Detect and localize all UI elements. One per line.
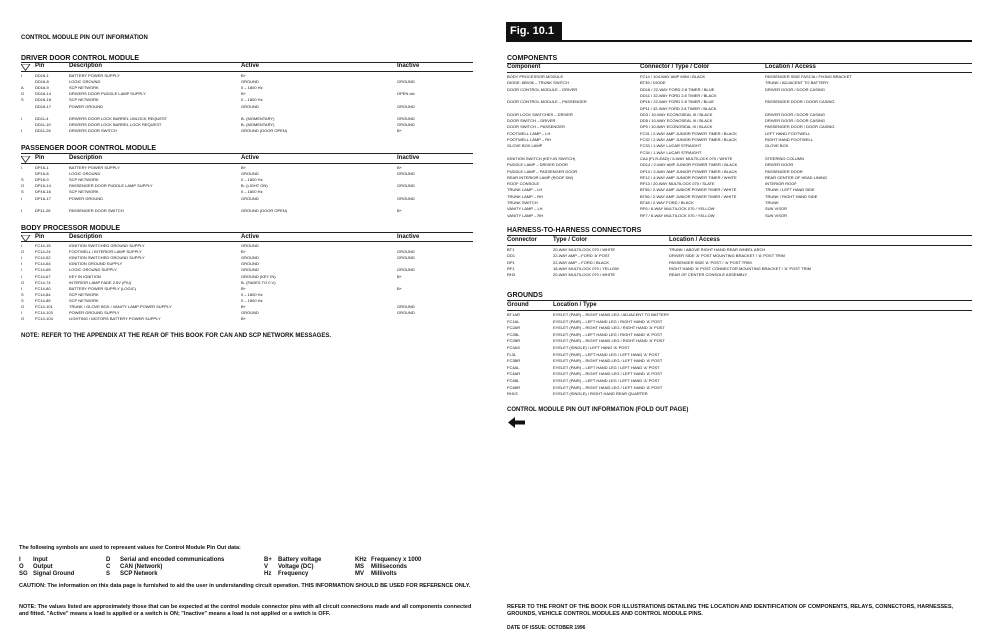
ground-id: FC2BR: [507, 338, 521, 344]
harness-location: RIGHT HAND 'A' POST CONNECTOR MOUNTING BRACKET / 'A' POST TRIM: [669, 265, 811, 271]
component-connector: DD16 / 22-WAY FORD 2.8 TIMER / BLUE: [640, 86, 715, 92]
component-connector: DD11 / 32-WAY FORD 2.8 TIMER / BLACK: [640, 92, 717, 98]
pin-description: SCP NETWORK: [69, 297, 99, 303]
component-location: PASSENGER DOOR / DOOR CASING: [765, 99, 835, 105]
pin-active: B- (MOMENTARY): [241, 121, 275, 127]
pin-description: DRIVERS DOOR LOCK BARREL UNLOCK REQUEST: [69, 115, 168, 121]
pin-inactive: GROUND: [397, 249, 415, 255]
pin-description: POWER GROUND: [69, 195, 103, 201]
symbol-value: Milliseconds: [371, 564, 408, 570]
components-header: Component Connector / Type / Color Location / Access: [507, 64, 816, 70]
pin-active: GROUND: [241, 195, 259, 201]
pin-id: FC14-104: [35, 316, 53, 322]
pin-description: IGNITION SWITCHED GROUND SUPPLY: [69, 255, 145, 261]
symbol-value: Frequency: [278, 571, 309, 577]
harness-location: TRUNK / ABOVE RIGHT HAND REAR WHEEL ARCH: [669, 247, 766, 252]
note-values-text: NOTE: The values listed are approximately those that can be expected at the control module connector pins with all circuit connections made and all components connected and fitted. "Active" means a load is applied or a switch is ON; "Inactive" means a load is not applied or a switch is OFF.: [19, 604, 472, 617]
pin-active: B+: [241, 73, 247, 78]
pin-type: I: [21, 73, 23, 78]
pin-inactive: GROUND: [397, 183, 415, 189]
caution-text: CAUTION: The information on this data page is furnished to aid the user in understanding circuit operation. THIS INFORMATION SHOULD BE USED FOR REFERENCE ONLY.: [19, 583, 471, 589]
symbol-key: O: [19, 564, 24, 570]
component-connector: DP16 / 22-WAY FORD 2.8 TIMER / BLUE: [640, 99, 715, 105]
component-location: PASSENGER SIDE FASCIA / FIXING BRACKET: [765, 74, 852, 79]
component-name: TRUNK LAMP – LH: [507, 187, 543, 193]
component-connector: RF12 / 4-WAY AMP JUNIOR POWER TIMER / WHITE: [640, 174, 737, 180]
figure-label: Fig. 10.1: [506, 22, 562, 41]
pin-description: BATTERY POWER SUPPLY (LOGIC): [69, 285, 136, 291]
symbol-value: Signal Ground: [33, 571, 75, 577]
pin-active: GROUND: [241, 310, 259, 316]
ground-location: EYELET (PAIR) – LEFT HAND LEG / RIGHT HAND 'A' POST: [553, 331, 663, 337]
pin-description: POWER GROUND SUPPLY: [69, 310, 120, 316]
pin-type: O: [21, 183, 25, 189]
pin-id: DD11-26: [35, 127, 51, 133]
pin-id: FC14-80: [35, 285, 51, 291]
pin-description: BATTERY POWER SUPPLY: [69, 73, 120, 78]
component-location: SUN VISOR: [765, 212, 788, 218]
ground-location: EYELET (PAIR) – RIGHT HAND LEG / RIGHT HAND 'A' POST: [553, 325, 665, 331]
component-name: TRUNK SWITCH: [507, 200, 538, 205]
pin-type: S: [21, 97, 24, 103]
ground-id: FC1AL: [507, 318, 520, 324]
pin-type: S: [21, 177, 24, 183]
ground-id: FC3AS: [507, 345, 520, 350]
component-location: PASSENGER DOOR: [765, 168, 803, 174]
pin-active: B+: [241, 249, 247, 255]
pin-active: B+: [241, 285, 247, 291]
date-of-issue: DATE OF ISSUE: OCTOBER 1996: [507, 625, 586, 631]
pin-description: LOGIC GROUND: [69, 79, 101, 85]
pin-description: KEY IN IGNITION: [69, 273, 101, 279]
pin-inactive: GROUND: [397, 115, 415, 121]
body-processor-title: BODY PROCESSOR MODULE: [21, 225, 121, 232]
symbol-key: Hz: [264, 571, 272, 577]
pin-id: DP16-9: [35, 177, 49, 183]
component-location: TRUNK / ADJACENT TO BATTERY: [765, 80, 829, 86]
pin-active: B- (LIGHT ON): [241, 183, 268, 189]
component-connector: DP11 / 32-WAY FORD 2.8 TIMER / BLACK: [640, 105, 717, 111]
passenger-door-header: Pin Description Active Inactive: [21, 155, 473, 164]
pin-description: LOGIC GROUND: [69, 171, 101, 177]
harness-type: 22-WAY AMP – FORD 'A' POST: [553, 253, 610, 259]
symbol-key: MS: [355, 564, 364, 570]
pin-inactive: GROUND: [397, 310, 415, 316]
component-connector: BT48 / 2-WAY FORD / BLACK: [640, 200, 694, 205]
symbol-key: V: [264, 564, 269, 570]
symbol-value: SCP Network: [120, 571, 158, 577]
symbol-value: Battery voltage: [278, 557, 322, 563]
pin-id: FC14-101: [35, 304, 53, 309]
driver-door-header: Pin Description Active Inactive: [21, 63, 473, 72]
ground-id: FC4AL: [507, 364, 520, 370]
component-location: GLOVE BOX: [765, 143, 789, 149]
component-connector: DP14 / 2-WAY AMP JUNIOR POWER TIMER / BLACK: [640, 168, 738, 174]
harness-location: REAR OF CENTER CONSOLE ASSEMBLY: [669, 272, 748, 278]
pin-inactive: GROUND: [397, 171, 415, 177]
pin-id: FC14-15: [35, 243, 51, 248]
pin-id: DD16-17: [35, 103, 52, 109]
ground-id: FL3L: [507, 351, 517, 357]
pin-description: POWER GROUND: [69, 103, 103, 109]
pin-active: 0 – 1800 Hz: [241, 97, 263, 103]
pin-active: B- (MOMENTARY): [241, 115, 275, 121]
component-location: PASSENGER DOOR / DOOR CASING: [765, 124, 835, 130]
component-name: VANITY LAMP – LH: [507, 206, 543, 212]
pin-id: FC14-103: [35, 310, 53, 316]
component-connector: BT55 / 2-WAY AMP JUNIOR POWER TIMER / WHITE: [640, 187, 737, 193]
component-location: STEERING COLUMN: [765, 155, 804, 161]
pin-description: INTERIOR LAMP FADE 2.5V (P/U): [69, 279, 132, 285]
component-connector: FC14 / 104-WAY AMP MINI / BLACK: [640, 74, 706, 79]
pin-id: FC14-65: [35, 267, 51, 273]
fold-out-title: CONTROL MODULE PIN OUT INFORMATION (FOLD OUT PAGE): [507, 407, 689, 413]
pin-id: DP11-26: [35, 207, 51, 213]
pin-id: FC14-52: [35, 255, 51, 261]
pin-type: I: [21, 115, 23, 121]
component-name: FOOTWELL LAMP – LH: [507, 130, 551, 136]
symbol-key: SG: [19, 571, 28, 577]
pin-description: IGNITION SWITCHED GROUND SUPPLY: [69, 243, 145, 248]
component-location: DRIVER DOOR / DOOR CASING: [765, 86, 826, 92]
pin-inactive: GROUND: [397, 304, 415, 309]
component-location: TRUNK / LEFT HAND SIDE: [765, 187, 815, 193]
component-location: RIGHT HAND FOOTWELL: [765, 137, 813, 142]
pin-inactive: GROUND: [397, 195, 415, 201]
ground-location: EYELET (PAIR) – LEFT HAND LEG / LEFT HAND 'A' POST: [553, 364, 660, 370]
pin-active: GROUND (DOOR OPEN): [241, 207, 287, 213]
pin-type: I: [21, 207, 23, 213]
pin-type: A: [21, 85, 24, 91]
pin-description: PASSENGER DOOR PUDDLE LAMP SUPPLY: [69, 183, 153, 189]
ground-id: BT1AR: [507, 312, 520, 317]
pin-description: SCP NETWORK: [69, 177, 99, 183]
component-name: PUDDLE LAMP – PASSENGER DOOR: [507, 168, 578, 174]
pin-id: DD16-1: [35, 73, 49, 78]
harness-connector: DD1: [507, 253, 516, 259]
pin-description: IGNITION GROUND SUPPLY: [69, 261, 123, 267]
harness-header: Connector Type / Color Location / Access: [507, 237, 720, 243]
pin-description: DRIVERS DOOR LOCK BARREL LOCK REQUEST: [69, 121, 162, 127]
component-connector: FC32 / 2-WAY AMP JUNIOR POWER TIMER / BLACK: [640, 137, 737, 142]
component-name: REAR INTERIOR LAMP (ROOF SW): [507, 174, 574, 180]
pin-inactive: GROUND: [397, 121, 415, 127]
symbol-value: Input: [33, 557, 48, 563]
component-name: ROOF CONSOLE: [507, 181, 540, 187]
component-connector: FC34 / 1-WAY LUCAR STRAIGHT: [640, 149, 702, 155]
pin-id: DP16-8: [35, 171, 49, 177]
pin-active: 0 – 1800 Hz: [241, 189, 263, 195]
ground-id: FC4BL: [507, 378, 520, 383]
pin-inactive: B+: [397, 127, 403, 133]
component-location: DRIVER DOOR / DOOR CASING: [765, 118, 826, 124]
component-name: DOOR SWITCH – PASSENGER: [507, 124, 565, 130]
pin-id: DD11-10: [35, 121, 51, 127]
component-connector: DD5 / 10-WAY ECONOSEAL III / BLACK: [640, 118, 713, 124]
symbol-key: KHz: [355, 557, 367, 563]
pin-active: GROUND: [241, 261, 259, 267]
component-connector: RF6 / 6-WAY MULTILOCK 070 / YELLOW: [640, 206, 715, 212]
symbol-value: Voltage (DC): [278, 564, 314, 570]
symbol-key: D: [106, 557, 111, 563]
grounds-header: Ground Location / Type: [507, 302, 597, 308]
component-location: REAR CENTER OF HEAD LINING: [765, 174, 828, 180]
ground-id: FC3BR: [507, 358, 521, 364]
pin-inactive: GROUND: [397, 103, 415, 109]
harness-connector: BT1: [507, 247, 515, 252]
pin-id: DD16-16: [35, 97, 52, 103]
component-location: SUN VISOR: [765, 206, 788, 212]
pin-description: BATTERY POWER SUPPLY: [69, 165, 120, 170]
pin-inactive: GROUND: [397, 255, 415, 261]
pin-id: FC14-85: [35, 297, 51, 303]
symbol-key: B+: [264, 557, 272, 563]
pin-type: O: [21, 91, 25, 97]
component-name: BODY PROCESSOR MODULE: [507, 74, 564, 79]
component-connector: DP5 / 10-WAY ECONOSEAL III / BLACK: [640, 124, 713, 130]
pin-description: SCP NETWORK: [69, 189, 99, 195]
pin-active: GROUND: [241, 103, 259, 109]
pin-id: FC14-64: [35, 261, 51, 267]
ground-location: EYELET (PAIR) – RIGHT HAND LEG / ADJACENT TO BATTERY: [553, 312, 670, 317]
symbol-value: Output: [33, 564, 53, 570]
appendix-note: NOTE: REFER TO THE APPENDIX AT THE REAR OF THIS BOOK FOR CAN AND SCP NETWORK MESSAGES.: [21, 333, 332, 339]
harness-type: 20-WAY MULTILOCK 070 / WHITE: [553, 272, 616, 278]
pin-type: I: [21, 127, 23, 133]
component-name: DOOR CONTROL MODULE – PASSENGER: [507, 99, 587, 105]
component-connector: BT56 / 2-WAY AMP JUNIOR POWER TIMER / WHITE: [640, 193, 737, 199]
left-page-title: CONTROL MODULE PIN OUT INFORMATION: [21, 35, 148, 41]
pin-inactive: OPEN ckt: [397, 91, 415, 97]
pin-description: DRIVERS DOOR PUDDLE LAMP SUPPLY: [69, 91, 146, 97]
component-location: INTERIOR ROOF: [765, 181, 797, 187]
pin-active: B+: [241, 316, 247, 322]
ground-id: FC4BR: [507, 384, 521, 390]
pin-type: I: [21, 165, 23, 170]
symbol-value: CAN (Network): [120, 564, 163, 570]
pin-inactive: B+: [397, 273, 403, 279]
symbol-value: Frequency x 1000: [371, 557, 422, 563]
pin-type: S: [21, 297, 24, 303]
pin-id: DP16-14: [35, 183, 51, 189]
component-location: DRIVER DOOR: [765, 162, 794, 168]
pin-inactive: B+: [397, 285, 403, 291]
pin-description: TRUNK / GLOVE BOX / VANITY LAMP POWER SUPPLY: [69, 304, 172, 309]
pin-active: GROUND: [241, 171, 259, 177]
ground-id: FC2BL: [507, 331, 520, 337]
pin-type: I: [21, 285, 23, 291]
pin-type: I: [21, 310, 23, 316]
symbol-key: C: [106, 564, 111, 570]
triangle-icon: [21, 156, 31, 163]
ground-id: RH1S: [507, 391, 518, 397]
pin-active: GROUND: [241, 267, 259, 273]
component-name: VANITY LAMP – RH: [507, 212, 544, 218]
driver-door-title: DRIVER DOOR CONTROL MODULE: [21, 55, 140, 62]
ground-location: EYELET (PAIR) – LEFT HAND LEG / LEFT HAND 'A' POST: [553, 351, 660, 357]
pin-active: 0 – 1800 Hz: [241, 85, 263, 91]
pin-inactive: B+: [397, 207, 403, 213]
pin-type: O: [21, 279, 25, 285]
component-connector: FC33 / 1-WAY LUCAR STRAIGHT: [640, 143, 702, 149]
pin-type: I: [21, 195, 23, 201]
pin-type: O: [21, 316, 25, 322]
component-name: DIODE: 6BV06 – TRUNK SWITCH: [507, 80, 569, 86]
pin-type: S: [21, 189, 24, 195]
pin-type: S: [21, 291, 24, 297]
harness-connector: RF1: [507, 265, 515, 271]
component-connector: CA4 (FLYLEAD) / 6-WAY MULTILOCK 070 / WHITE: [640, 155, 733, 161]
pin-active: 0 – 1800 Hz: [241, 291, 263, 297]
pin-inactive: B+: [397, 165, 403, 170]
component-connector: DD14 / 2-WAY AMP JUNIOR POWER TIMER / BLACK: [640, 162, 738, 168]
harness-connector: DP1: [507, 259, 515, 265]
component-name: FOOTWELL LAMP – RH: [507, 137, 552, 142]
body-processor-header: Pin Description Active Inactive: [21, 234, 473, 243]
component-location: DRIVER DOOR / DOOR CASING: [765, 111, 826, 117]
ground-location: EYELET (PAIR) – LEFT HAND LEG / RIGHT HAND 'A' POST: [553, 318, 663, 324]
harness-type: 18-WAY MULTILOCK 070 / YELLOW: [553, 265, 619, 271]
pin-type: I: [21, 261, 23, 267]
pin-id: FC14-24: [35, 249, 51, 255]
pin-type: O: [21, 249, 25, 255]
passenger-door-title: PASSENGER DOOR CONTROL MODULE: [21, 145, 157, 152]
pin-id: DP16-1: [35, 165, 49, 170]
pin-active: 0 – 1800 Hz: [241, 297, 263, 303]
harness-location: DRIVER SIDE 'A' POST MOUNTING BRACKET / 'A' POST TRIM: [669, 253, 785, 259]
pin-id: DP16-16: [35, 189, 51, 195]
harness-location: PASSENGER SIDE 'A' POST / 'A' POST TRIM: [669, 259, 752, 265]
harness-type: 22-WAY AMP – FORD / BLACK: [553, 259, 610, 265]
pin-description: PASSENGER DOOR SWITCH: [69, 207, 124, 213]
pin-type: I: [21, 243, 23, 248]
pin-type: I: [21, 267, 23, 273]
grounds-title: GROUNDS: [507, 292, 543, 299]
component-connector: RF13 / 20-WAY MULTILOCK 070 / SLATE: [640, 181, 715, 187]
pin-id: DD16-14: [35, 91, 52, 97]
pin-description: SCP NETWORK: [69, 97, 99, 103]
component-name: PUDDLE LAMP – DRIVER DOOR: [507, 162, 568, 168]
refer-note: REFER TO THE FRONT OF THE BOOK FOR ILLUSTRATIONS DETAILING THE LOCATION AND IDENTIFICATION OF COMPONENTS, RELAYS, CONNECTORS, HARNESSES, GROUNDS, VEHICLE CONTROL MODULES AND CONTROL MODULE PINS.: [507, 604, 954, 617]
pin-description: LOGIC GROUND SUPPLY: [69, 267, 117, 273]
pin-active: GROUND (DOOR OPEN): [241, 127, 287, 133]
pin-active: B- (FADES TO 0 V): [241, 279, 276, 285]
pin-description: SCP NETWORK: [69, 85, 99, 91]
pin-id: FC14-84: [35, 291, 51, 297]
component-name: DOOR LOCK SWITCHES – DRIVER: [507, 111, 573, 117]
triangle-icon: [21, 64, 31, 71]
component-connector: RF7 / 6-WAY MULTILOCK 070 / YELLOW: [640, 212, 715, 218]
component-location: TRUNK: [765, 200, 779, 205]
pin-active: GROUND: [241, 255, 259, 261]
pin-active: B+: [241, 91, 247, 97]
symbol-key: MV: [355, 571, 364, 577]
pin-active: B+: [241, 304, 247, 309]
pin-inactive: GROUND: [397, 79, 415, 85]
pin-id: DD11-4: [35, 115, 49, 121]
component-location: TRUNK / RIGHT HAND SIDE: [765, 193, 818, 199]
pin-active: 0 – 1800 Hz: [241, 177, 263, 183]
pin-active: GROUND: [241, 243, 259, 248]
arrow-left-icon: [508, 417, 526, 428]
ground-location: EYELET (PAIR) – RIGHT HAND LEG / RIGHT HAND 'A' POST: [553, 338, 665, 344]
harness-title: HARNESS-TO-HARNESS CONNECTORS: [507, 227, 642, 234]
pin-description: SCP NETWORK: [69, 291, 99, 297]
pin-id: DP16-17: [35, 195, 51, 201]
ground-location: EYELET (PAIR) – RIGHT HAND LEG / LEFT HAND 'A' POST: [553, 384, 663, 390]
symbols-intro: The following symbols are used to represent values for Control Module Pin Out data:: [19, 545, 241, 551]
pin-type: I: [21, 255, 23, 261]
symbol-key: I: [19, 557, 21, 563]
pin-type: I: [21, 273, 23, 279]
component-connector: FC31 / 2-WAY AMP JUNIOR POWER TIMER / BLACK: [640, 130, 737, 136]
harness-connector: RH3: [507, 272, 516, 278]
pin-description: DRIVERS DOOR SWITCH: [69, 127, 117, 133]
pin-active: B+: [241, 165, 247, 170]
ground-location: EYELET (PAIR) – RIGHT HAND LEG / LEFT HAND 'A' POST: [553, 358, 663, 364]
pin-active: GROUND: [241, 79, 259, 85]
ground-id: FC4AR: [507, 371, 521, 377]
pin-id: FC14-74: [35, 279, 51, 285]
pin-id: DD16-9: [35, 85, 49, 91]
ground-location: EYELET (SINGLE) / LEFT HAND 'A' POST: [553, 345, 630, 350]
pin-id: FC14-67: [35, 273, 51, 279]
components-title: COMPONENTS: [507, 55, 558, 62]
pin-active: GROUND (KEY IN): [241, 273, 276, 279]
pin-type: O: [21, 304, 25, 309]
symbol-value: Serial and encoded communications: [120, 557, 225, 563]
component-connector: DD3 / 10-WAY ECONOSEAL III / BLACK: [640, 111, 713, 117]
ground-location: EYELET (PAIR) – LEFT HAND LEG / LEFT HAND 'A' POST: [553, 378, 660, 383]
component-name: DOOR SWITCH – DRIVER: [507, 118, 556, 124]
component-connector: BT39 / DIODE: [640, 80, 666, 86]
component-name: IGNITION SWITCH (KEY-IN SWITCH): [507, 155, 576, 161]
component-name: TRUNK LAMP – RH: [507, 193, 543, 199]
symbol-key: S: [106, 571, 111, 577]
harness-type: 20-WAY MULTILOCK 070 / WHITE: [553, 247, 616, 252]
pin-description: LIGHTING / MOTORS BATTERY POWER SUPPLY: [69, 316, 161, 322]
component-name: GLOVE BOX LAMP: [507, 143, 543, 149]
ground-location: EYELET (SINGLE) / RIGHT HAND REAR QUARTER: [553, 391, 648, 397]
symbol-value: Millivolts: [371, 571, 397, 577]
component-name: DOOR CONTROL MODULE – DRIVER: [507, 86, 578, 92]
ground-location: EYELET (PAIR) – RIGHT HAND LEG / LEFT HAND 'A' POST: [553, 371, 663, 377]
ground-id: FC2AR: [507, 325, 521, 331]
pin-description: FOOTWELL / INTERIOR LAMP SUPPLY: [69, 249, 142, 255]
component-location: LEFT HAND FOOTWELL: [765, 130, 811, 136]
pin-id: DD16-8: [35, 79, 49, 85]
pin-inactive: GROUND: [397, 267, 415, 273]
